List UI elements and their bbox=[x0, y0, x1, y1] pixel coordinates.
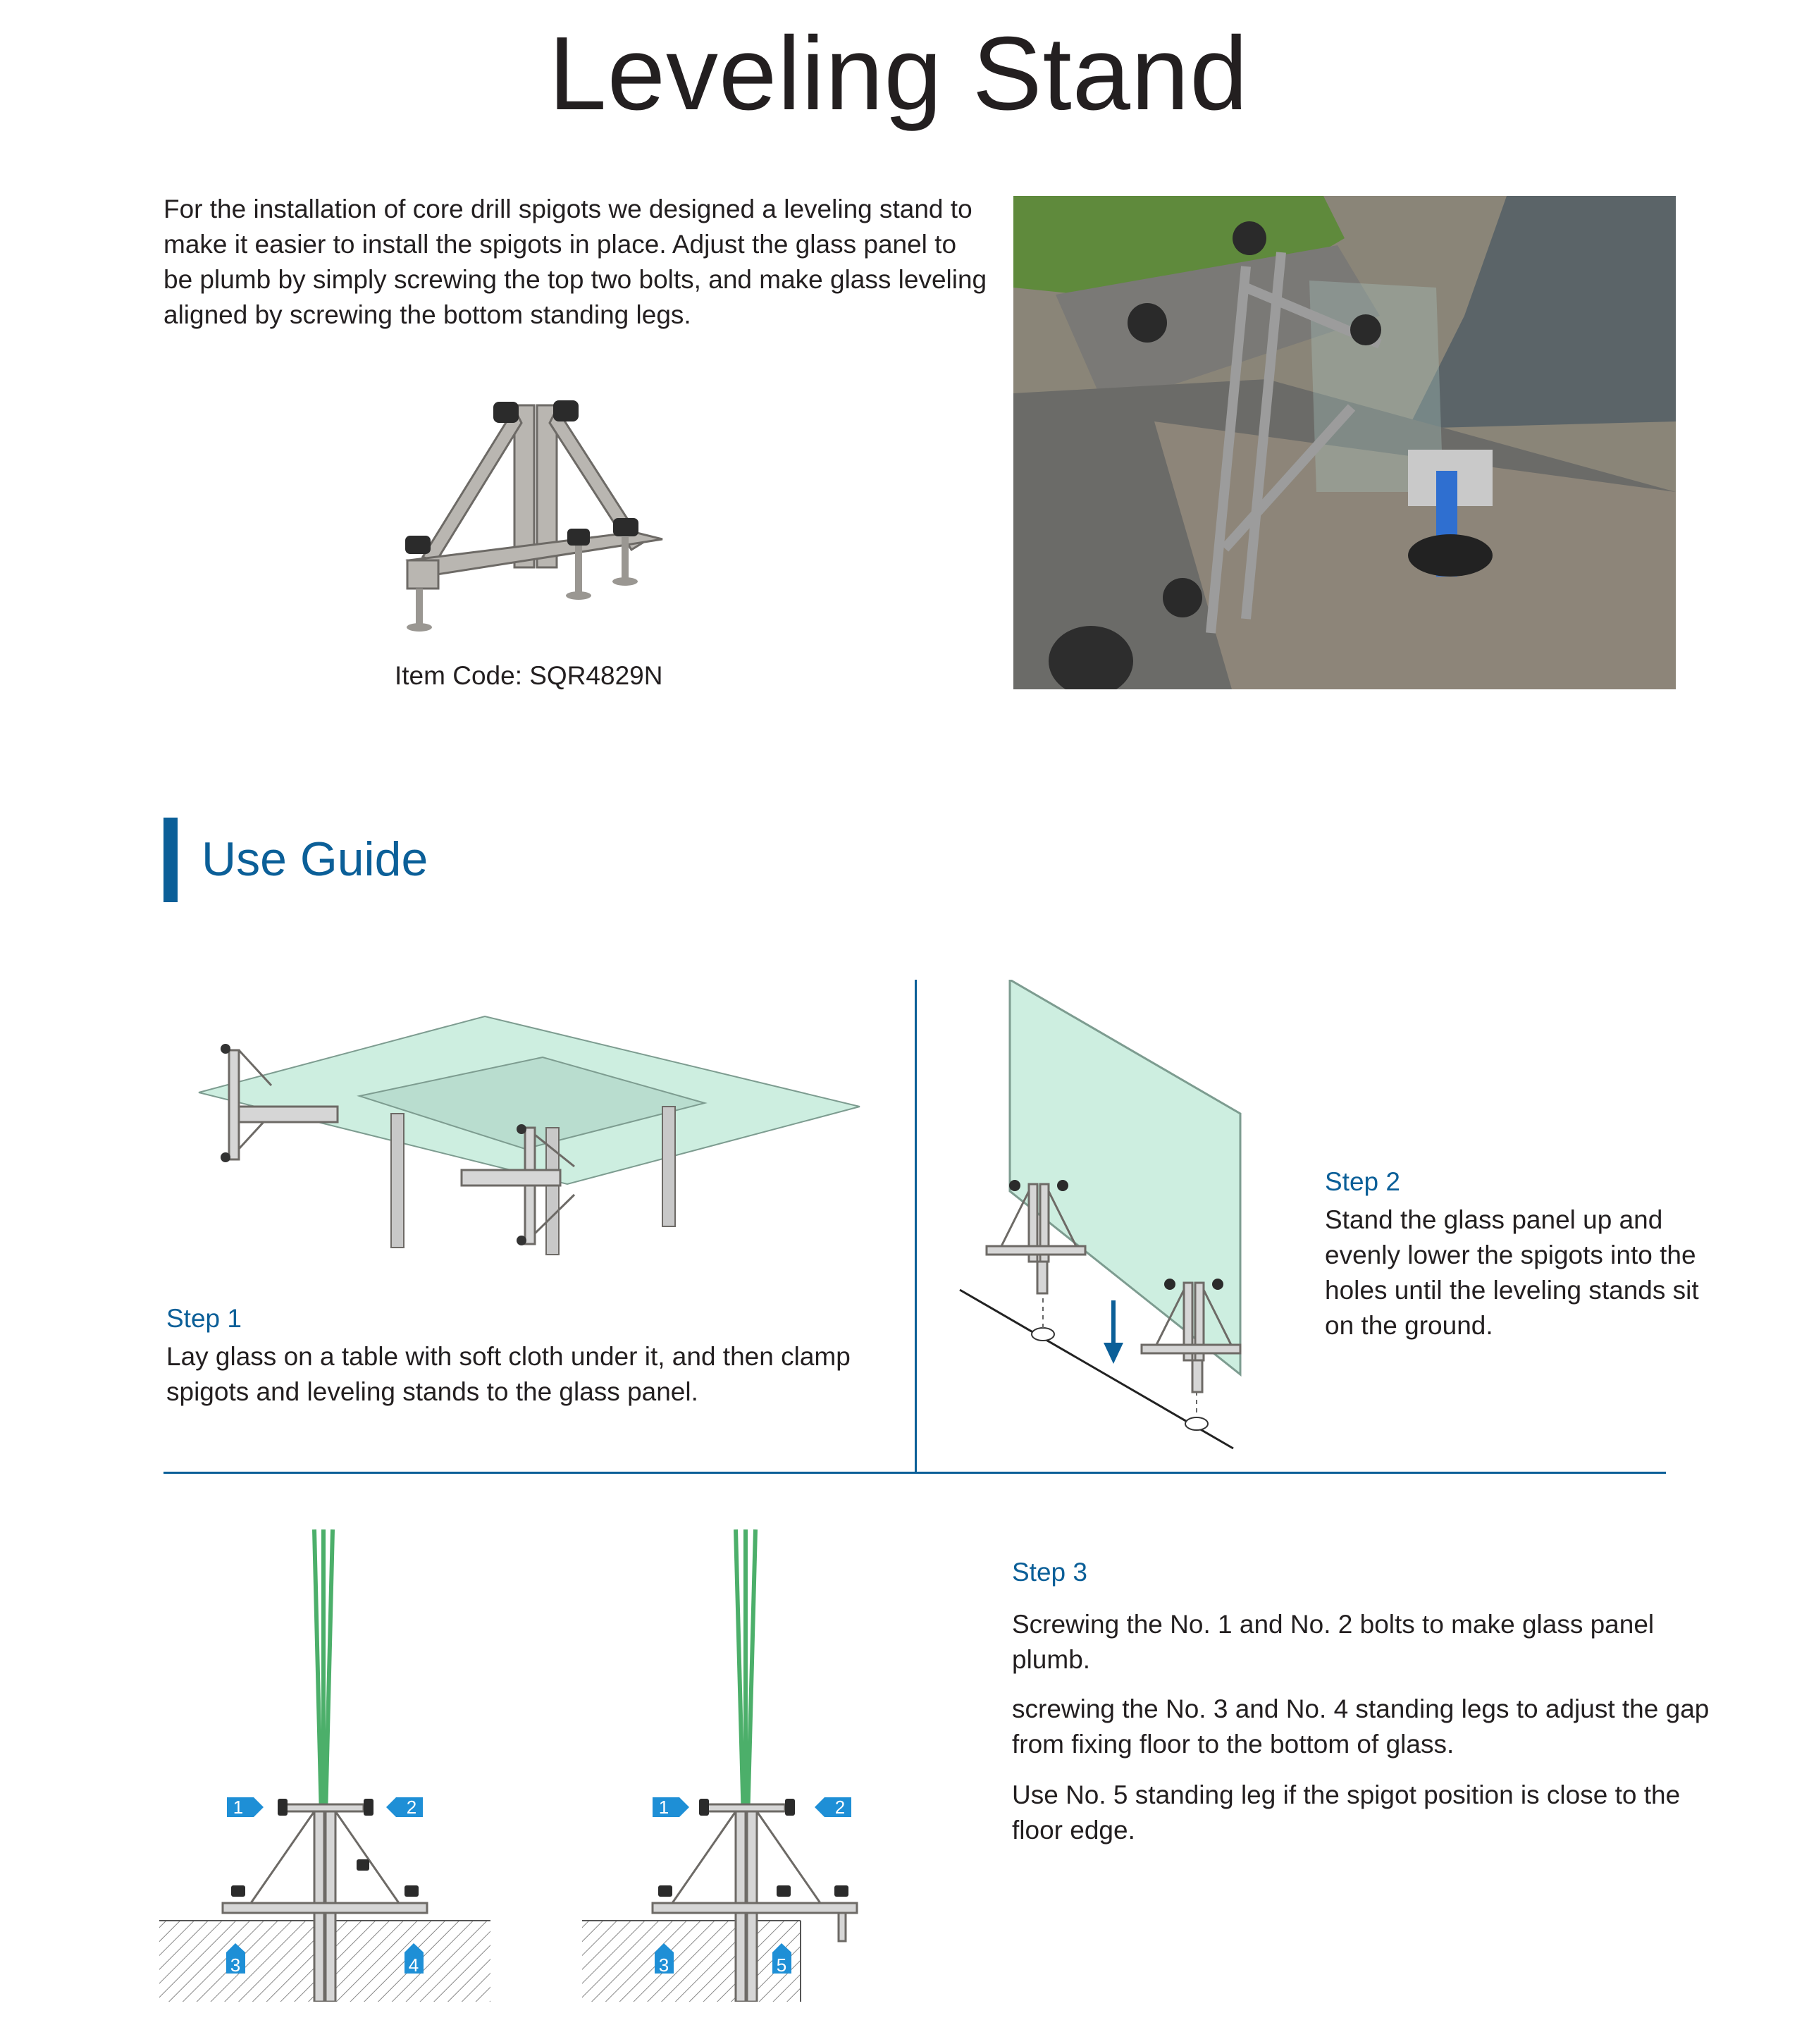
step3-diagram-left bbox=[159, 1522, 490, 2002]
step1-text: Lay glass on a table with soft cloth under it, and then clamp spigots and leveling stands to the glass panel. bbox=[166, 1342, 851, 1406]
svg-text:4: 4 bbox=[408, 1954, 419, 1976]
svg-text:1: 1 bbox=[233, 1797, 244, 1818]
svg-text:2: 2 bbox=[834, 1797, 846, 1818]
svg-text:5: 5 bbox=[776, 1954, 787, 1976]
marker-2 bbox=[815, 1797, 851, 1818]
marker-1 bbox=[227, 1797, 264, 1818]
item-code: Item Code: SQR4829N bbox=[395, 661, 663, 690]
marker-1 bbox=[653, 1797, 689, 1818]
svg-text:2: 2 bbox=[406, 1797, 417, 1818]
step1-label: Step 1 bbox=[166, 1304, 242, 1333]
svg-text:1: 1 bbox=[658, 1797, 669, 1818]
step2-text: Stand the glass panel up and evenly lower the spigots into the holes until the leveling stands sit on the ground. bbox=[1325, 1205, 1699, 1340]
installation-photo bbox=[1013, 196, 1676, 689]
step2-diagram bbox=[951, 980, 1276, 1459]
step3-text-2: screwing the No. 3 and No. 4 standing legs to adjust the gap from fixing floor to the bottom of glass. bbox=[1012, 1694, 1710, 1759]
svg-text:3: 3 bbox=[658, 1954, 669, 1976]
marker-2 bbox=[386, 1797, 423, 1818]
step1-diagram bbox=[190, 1008, 867, 1290]
intro-paragraph: For the installation of core drill spigots we designed a leveling stand to make it easier to install the spigots in place. Adjust the glass panel to be plumb by simply screwing the top two bolts, and make glass leveling aligned by screwing the bottom standing legs. bbox=[163, 195, 987, 329]
vertical-divider bbox=[915, 980, 917, 1473]
step2-label: Step 2 bbox=[1325, 1167, 1400, 1196]
horizontal-divider bbox=[163, 1472, 1666, 1474]
step3-text-1: Screwing the No. 1 and No. 2 bolts to make glass panel plumb. bbox=[1012, 1610, 1655, 1674]
use-guide-accent-bar bbox=[163, 818, 178, 902]
step3-diagram-right bbox=[582, 1522, 871, 2002]
leveling-stand-product-image bbox=[381, 381, 691, 648]
svg-text:3: 3 bbox=[230, 1954, 241, 1976]
use-guide-heading: Use Guide bbox=[202, 832, 428, 886]
step3-label: Step 3 bbox=[1012, 1558, 1087, 1587]
page-title: Leveling Stand bbox=[548, 16, 1249, 132]
step3-text-3: Use No. 5 standing leg if the spigot position is close to the floor edge. bbox=[1012, 1780, 1681, 1845]
